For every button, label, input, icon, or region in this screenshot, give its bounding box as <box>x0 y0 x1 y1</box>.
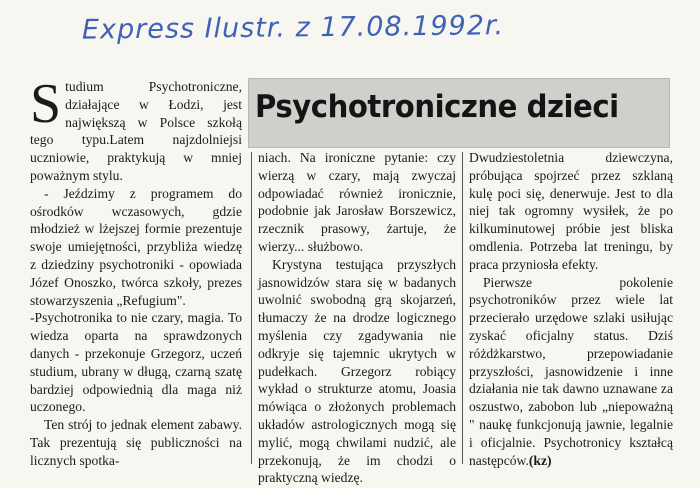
drop-cap: S <box>30 73 62 135</box>
paragraph: Ten strój to jednak element zabawy. Tak prezentują się publiczności na licznych spotka- <box>30 417 242 468</box>
paragraph: Dwudziestoletnia dziewczyna, próbująca spojrzeć przez szklaną kulę poci się, denerwuje. Jest to dla niej tak ogromny wysiłek, że po kilkuminutowej próbie jest bliska omdlenia. Potrzeba lat treningu, by praca przyniosła efekty. <box>469 150 673 272</box>
paragraph: -Psychotronika to nie czary, magia. To wiedza oparta na sprawdzonych danych - przekonuje Grzegorz, uczeń studium, ubrany w długą, czarną szatę bardziej odpowiednią dla maga niż uczonego. <box>30 310 242 415</box>
article-column-2 <box>258 149 456 486</box>
paragraph <box>469 274 673 470</box>
author-signature: (kz) <box>528 452 552 468</box>
headline-box <box>248 78 670 148</box>
column-divider <box>462 152 463 464</box>
column-divider <box>251 152 252 464</box>
paragraph-text: Pierwsze pokolenie psychotroników przez wiele lat przecierało urzędowe szlaki usiłując zyskać oficjalny status. Dziś różdżkarstwo, przepowiadanie przyszłości, jasnowidzenie i inne działania nie tak dawno uznawane za oszustwo, zabobon lub „niepoważną " naukę funkcjonują jawnie, legalnie i oficjalnie. Psychotronicy kształcą następców. <box>469 274 673 468</box>
paragraph: - Jeździmy z programem do ośrodków wczasowych, gdzie młodzież w lżejszej formie prezentuje swoje umiejętności, przybliża wiedzę z dziedziny psychotroniki - opowiada Józef Onoszko, twórca szkoły, prezes stowarzyszenia „Refugium". <box>30 185 242 308</box>
paragraph: Krystyna testująca przyszłych jasnowidzów stara się w badanych uwolnić swobodną grą skojarzeń, tłumaczy że na drodze logicznego myślenia czy zgadywania nie odkryje się tajemnic ukrytych w pudełkach. Grzegorz robiący wykład o strukturze atomu, Joasia mówiąca o złożonych problemach układów astrologicznych mogą się mylić, mogą chwilami nudzić, ale przekonują, że im chodzi o praktyczną wiedzę. <box>258 256 456 486</box>
article-column-1 <box>30 73 242 468</box>
paragraph: tudium Psychotroniczne, działające w Łodzi, jest największą w Polsce szkołą tego typu.Latem najzdolniejsi uczniowie, praktykują w mniej poważnym stylu. <box>30 79 242 183</box>
paragraph: niach. Na ironiczne pytanie: czy wierzą w czary, mają zwyczaj odpowiadać również ironicznie, podobnie jak Jarosław Borszewicz, rzecznik prasowy, żartuje, że wierzy... służbowo. <box>258 150 456 254</box>
headline: Psychotroniczne dzieci <box>255 89 619 125</box>
article-column-3 <box>469 149 673 469</box>
handwritten-source-note: Express Ilustr. z 17.08.1992r. <box>81 10 505 46</box>
